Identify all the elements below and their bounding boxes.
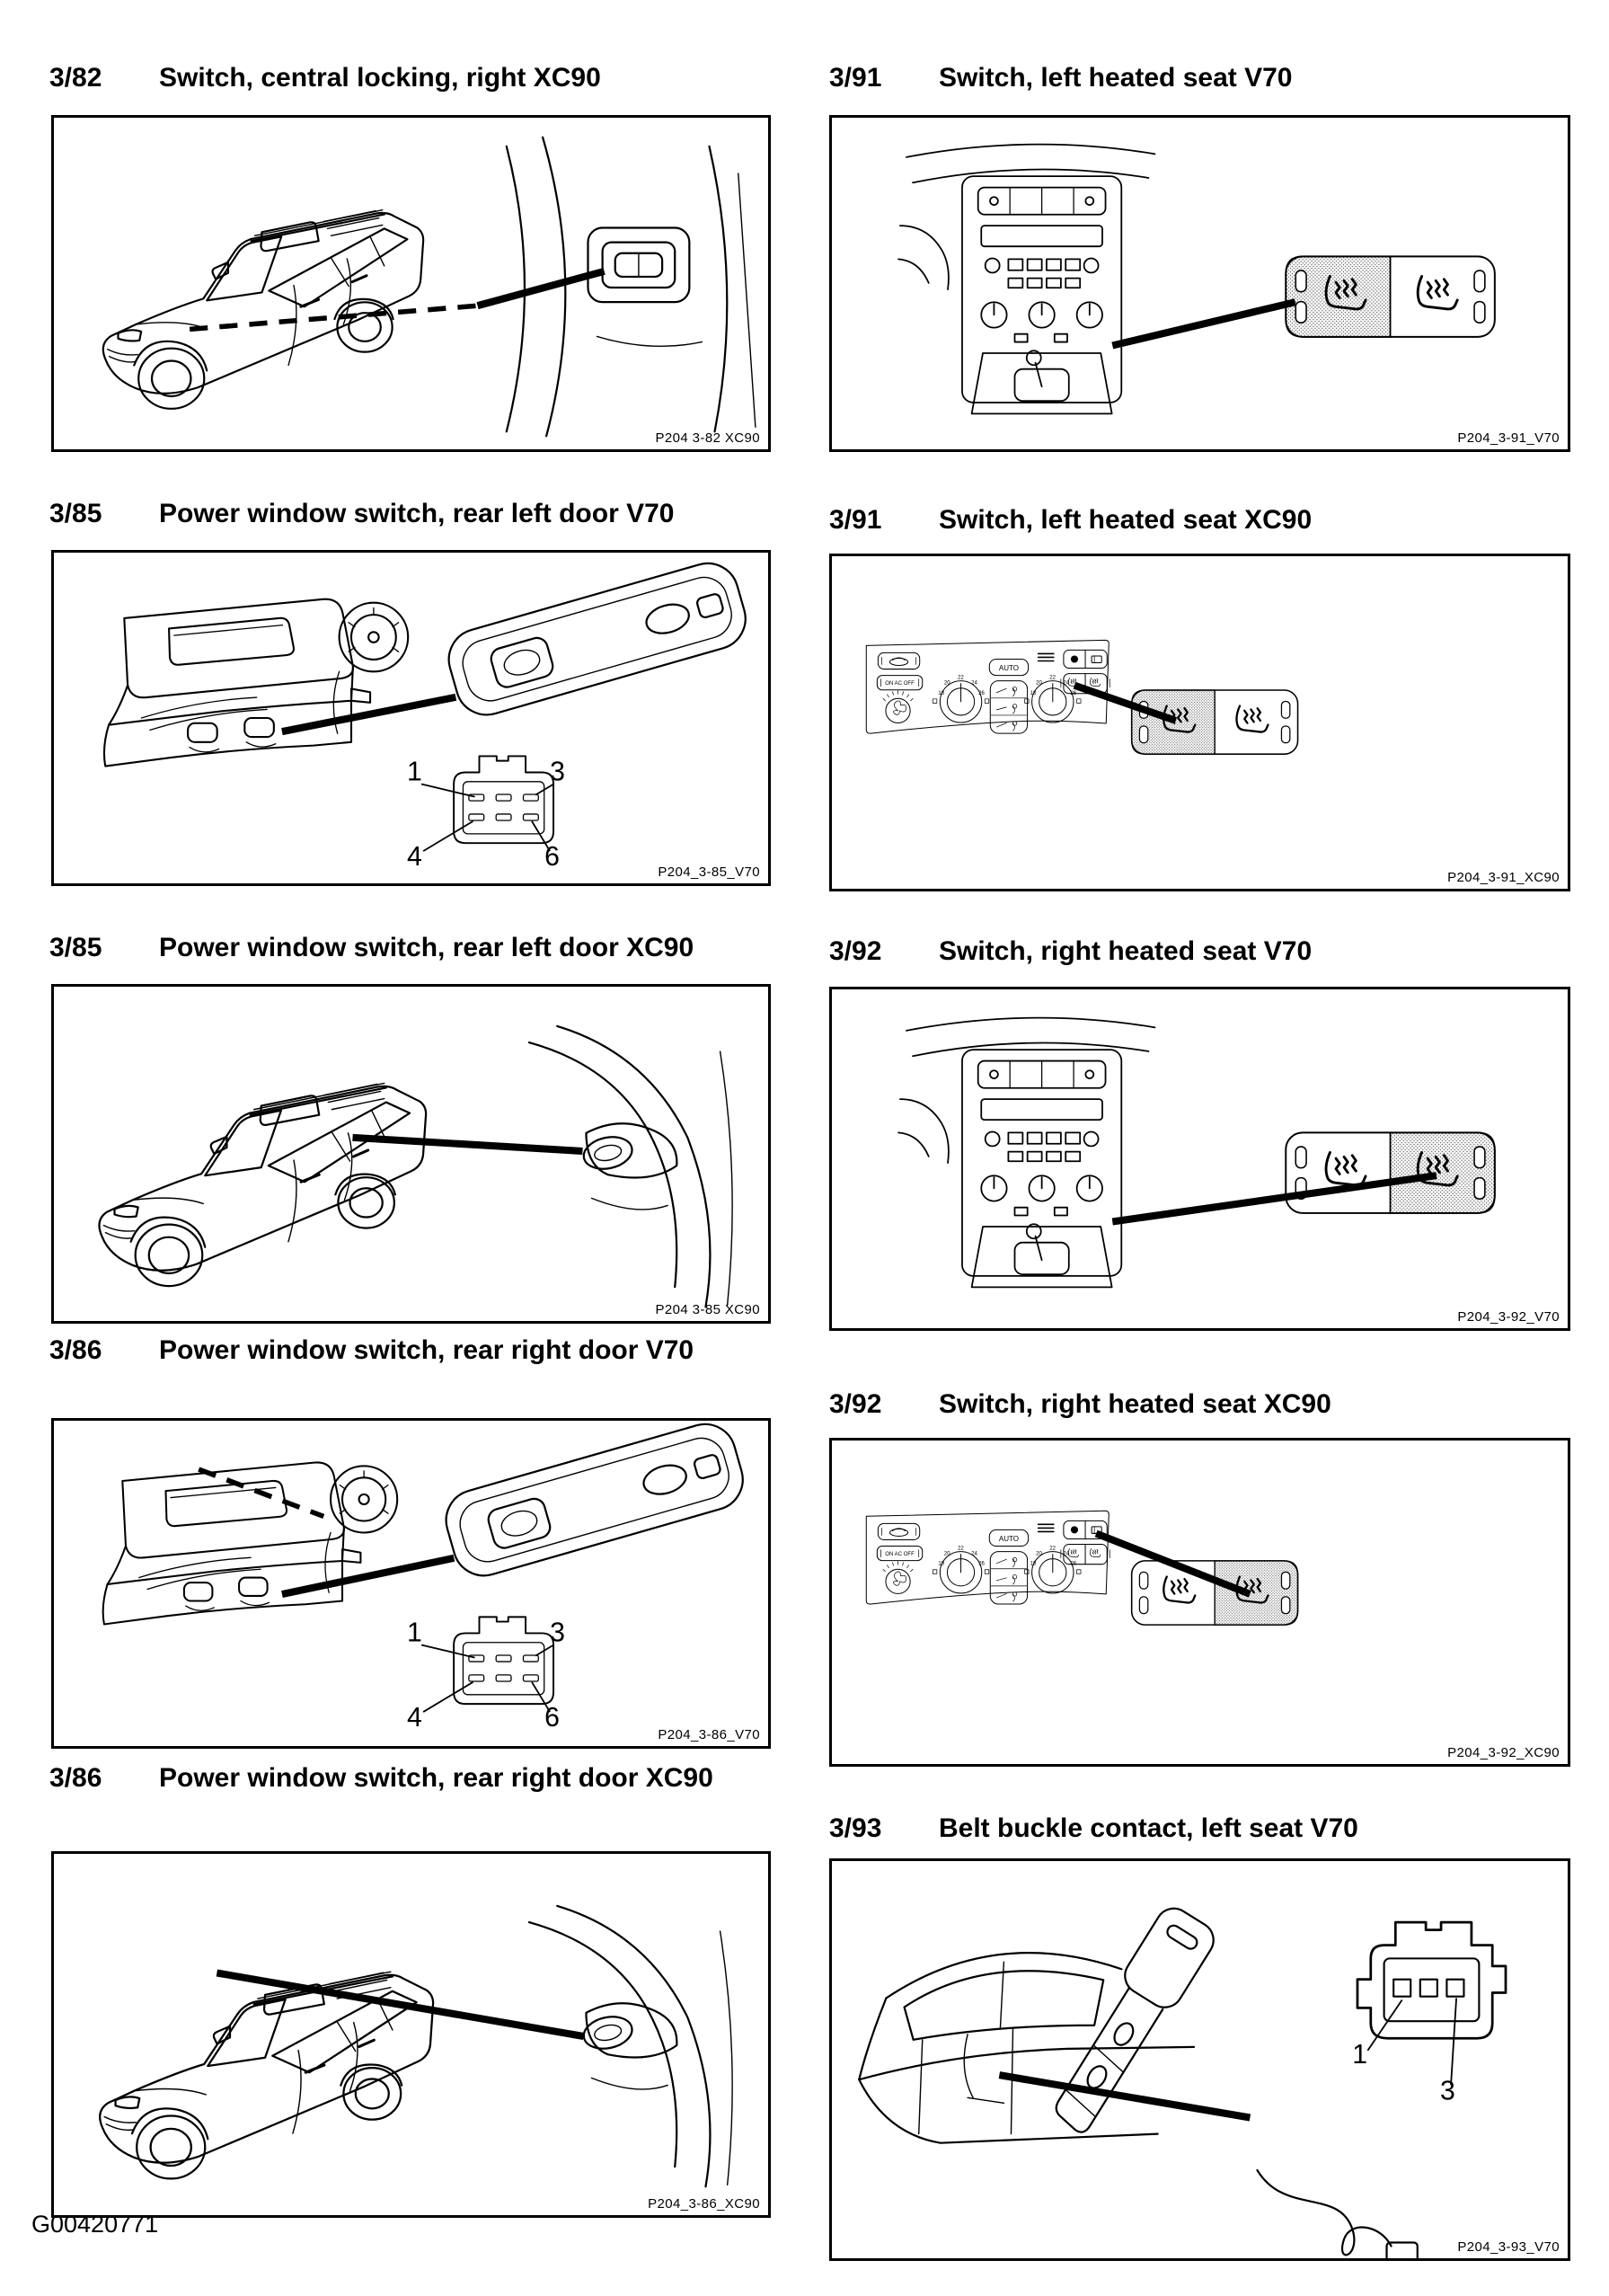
panel-heading-3-85-xc90 xyxy=(49,927,768,968)
figure-number: 3/91 xyxy=(829,63,882,93)
panel-heading-3-92-v70 xyxy=(829,931,1564,971)
figure-box-heated-seat-left-v70 xyxy=(829,115,1570,452)
figure-title: Switch, left heated seat XC90 xyxy=(939,505,1313,535)
illustration-heated-seat-right-xc90 xyxy=(832,1441,1568,1764)
figure-title: Switch, central locking, right XC90 xyxy=(159,63,601,93)
figure-title: Power window switch, rear right door V70 xyxy=(159,1335,694,1365)
illustration-belt-buckle-contact xyxy=(832,1861,1568,2258)
figure-title: Power window switch, rear left door XC90 xyxy=(159,933,694,962)
figure-title: Switch, right heated seat XC90 xyxy=(939,1389,1331,1419)
figure-caption: P204_3-85_V70 xyxy=(658,864,760,880)
pin-label: 4 xyxy=(406,1703,422,1733)
pin-label: 1 xyxy=(1352,2040,1368,2070)
pin-label: 6 xyxy=(544,1703,560,1733)
panel-heading-3-82 xyxy=(49,58,768,98)
figure-caption: P204_3-86_XC90 xyxy=(648,2196,760,2212)
pin-label: 3 xyxy=(550,757,565,787)
figure-box-heated-seat-right-xc90 xyxy=(829,1438,1570,1767)
illustration-window-switch-rl-xc90 xyxy=(54,987,768,1321)
figure-title: Switch, right heated seat V70 xyxy=(939,936,1313,966)
figure-box-window-switch-rr-v70 xyxy=(51,1418,771,1749)
figure-number: 3/91 xyxy=(829,505,882,535)
illustration-central-locking-xc90 xyxy=(54,118,768,449)
figure-caption: P204 3-82 XC90 xyxy=(655,430,760,446)
figure-title: Power window switch, rear left door V70 xyxy=(159,499,675,528)
figure-box-heated-seat-right-v70 xyxy=(829,987,1570,1331)
panel-heading-3-92-xc90 xyxy=(829,1384,1564,1424)
figure-caption: P204_3-86_V70 xyxy=(658,1727,760,1742)
pin-label: 3 xyxy=(550,1618,565,1648)
figure-box-window-switch-rr-xc90 xyxy=(51,1851,771,2218)
figure-box-window-switch-rl-v70 xyxy=(51,550,771,886)
figure-caption: P204 3-85 XC90 xyxy=(655,1302,760,1317)
panel-heading-3-85-v70 xyxy=(49,493,768,534)
figure-caption: P204_3-91_XC90 xyxy=(1447,870,1560,885)
figure-box-window-switch-rl-xc90 xyxy=(51,984,771,1324)
figure-number: 3/92 xyxy=(829,1389,882,1419)
figure-number: 3/86 xyxy=(49,1763,102,1793)
figure-number: 3/92 xyxy=(829,936,882,966)
figure-caption: P204_3-92_XC90 xyxy=(1447,1745,1560,1760)
pin-label: 1 xyxy=(406,757,422,787)
figure-number: 3/85 xyxy=(49,499,102,528)
illustration-window-switch-rl-v70 xyxy=(54,553,768,883)
figure-id: G00420771 xyxy=(31,2211,159,2238)
panel-heading-3-93 xyxy=(829,1808,1564,1848)
illustration-heated-seat-right-v70 xyxy=(832,989,1568,1328)
figure-box-belt-buckle-contact xyxy=(829,1858,1570,2261)
figure-title: Power window switch, rear right door XC90 xyxy=(159,1763,713,1793)
illustration-heated-seat-left-v70 xyxy=(832,118,1568,449)
panel-heading-3-91-xc90 xyxy=(829,500,1564,540)
pin-label: 4 xyxy=(406,842,422,873)
figure-caption: P204_3-93_V70 xyxy=(1457,2239,1560,2255)
pin-label: 6 xyxy=(544,842,560,873)
illustration-window-switch-rr-v70 xyxy=(54,1421,768,1746)
pin-label: 3 xyxy=(1439,2076,1455,2106)
panel-heading-3-86-xc90 xyxy=(49,1758,768,1798)
illustration-window-switch-rr-xc90 xyxy=(54,1854,768,2215)
figure-caption: P204_3-92_V70 xyxy=(1457,1309,1560,1325)
figure-number: 3/86 xyxy=(49,1335,102,1365)
figure-title: Belt buckle contact, left seat V70 xyxy=(939,1813,1358,1843)
panel-heading-3-86-v70 xyxy=(49,1330,768,1370)
figure-caption: P204_3-91_V70 xyxy=(1457,430,1560,446)
figure-number: 3/85 xyxy=(49,933,102,962)
figure-box-heated-seat-left-xc90 xyxy=(829,554,1570,891)
figure-title: Switch, left heated seat V70 xyxy=(939,63,1293,93)
figure-number: 3/93 xyxy=(829,1813,882,1843)
pin-label: 1 xyxy=(406,1618,422,1648)
illustration-heated-seat-left-xc90 xyxy=(832,556,1568,889)
figure-number: 3/82 xyxy=(49,63,102,93)
panel-heading-3-91-v70 xyxy=(829,58,1564,98)
figure-box-central-locking-xc90 xyxy=(51,115,771,452)
